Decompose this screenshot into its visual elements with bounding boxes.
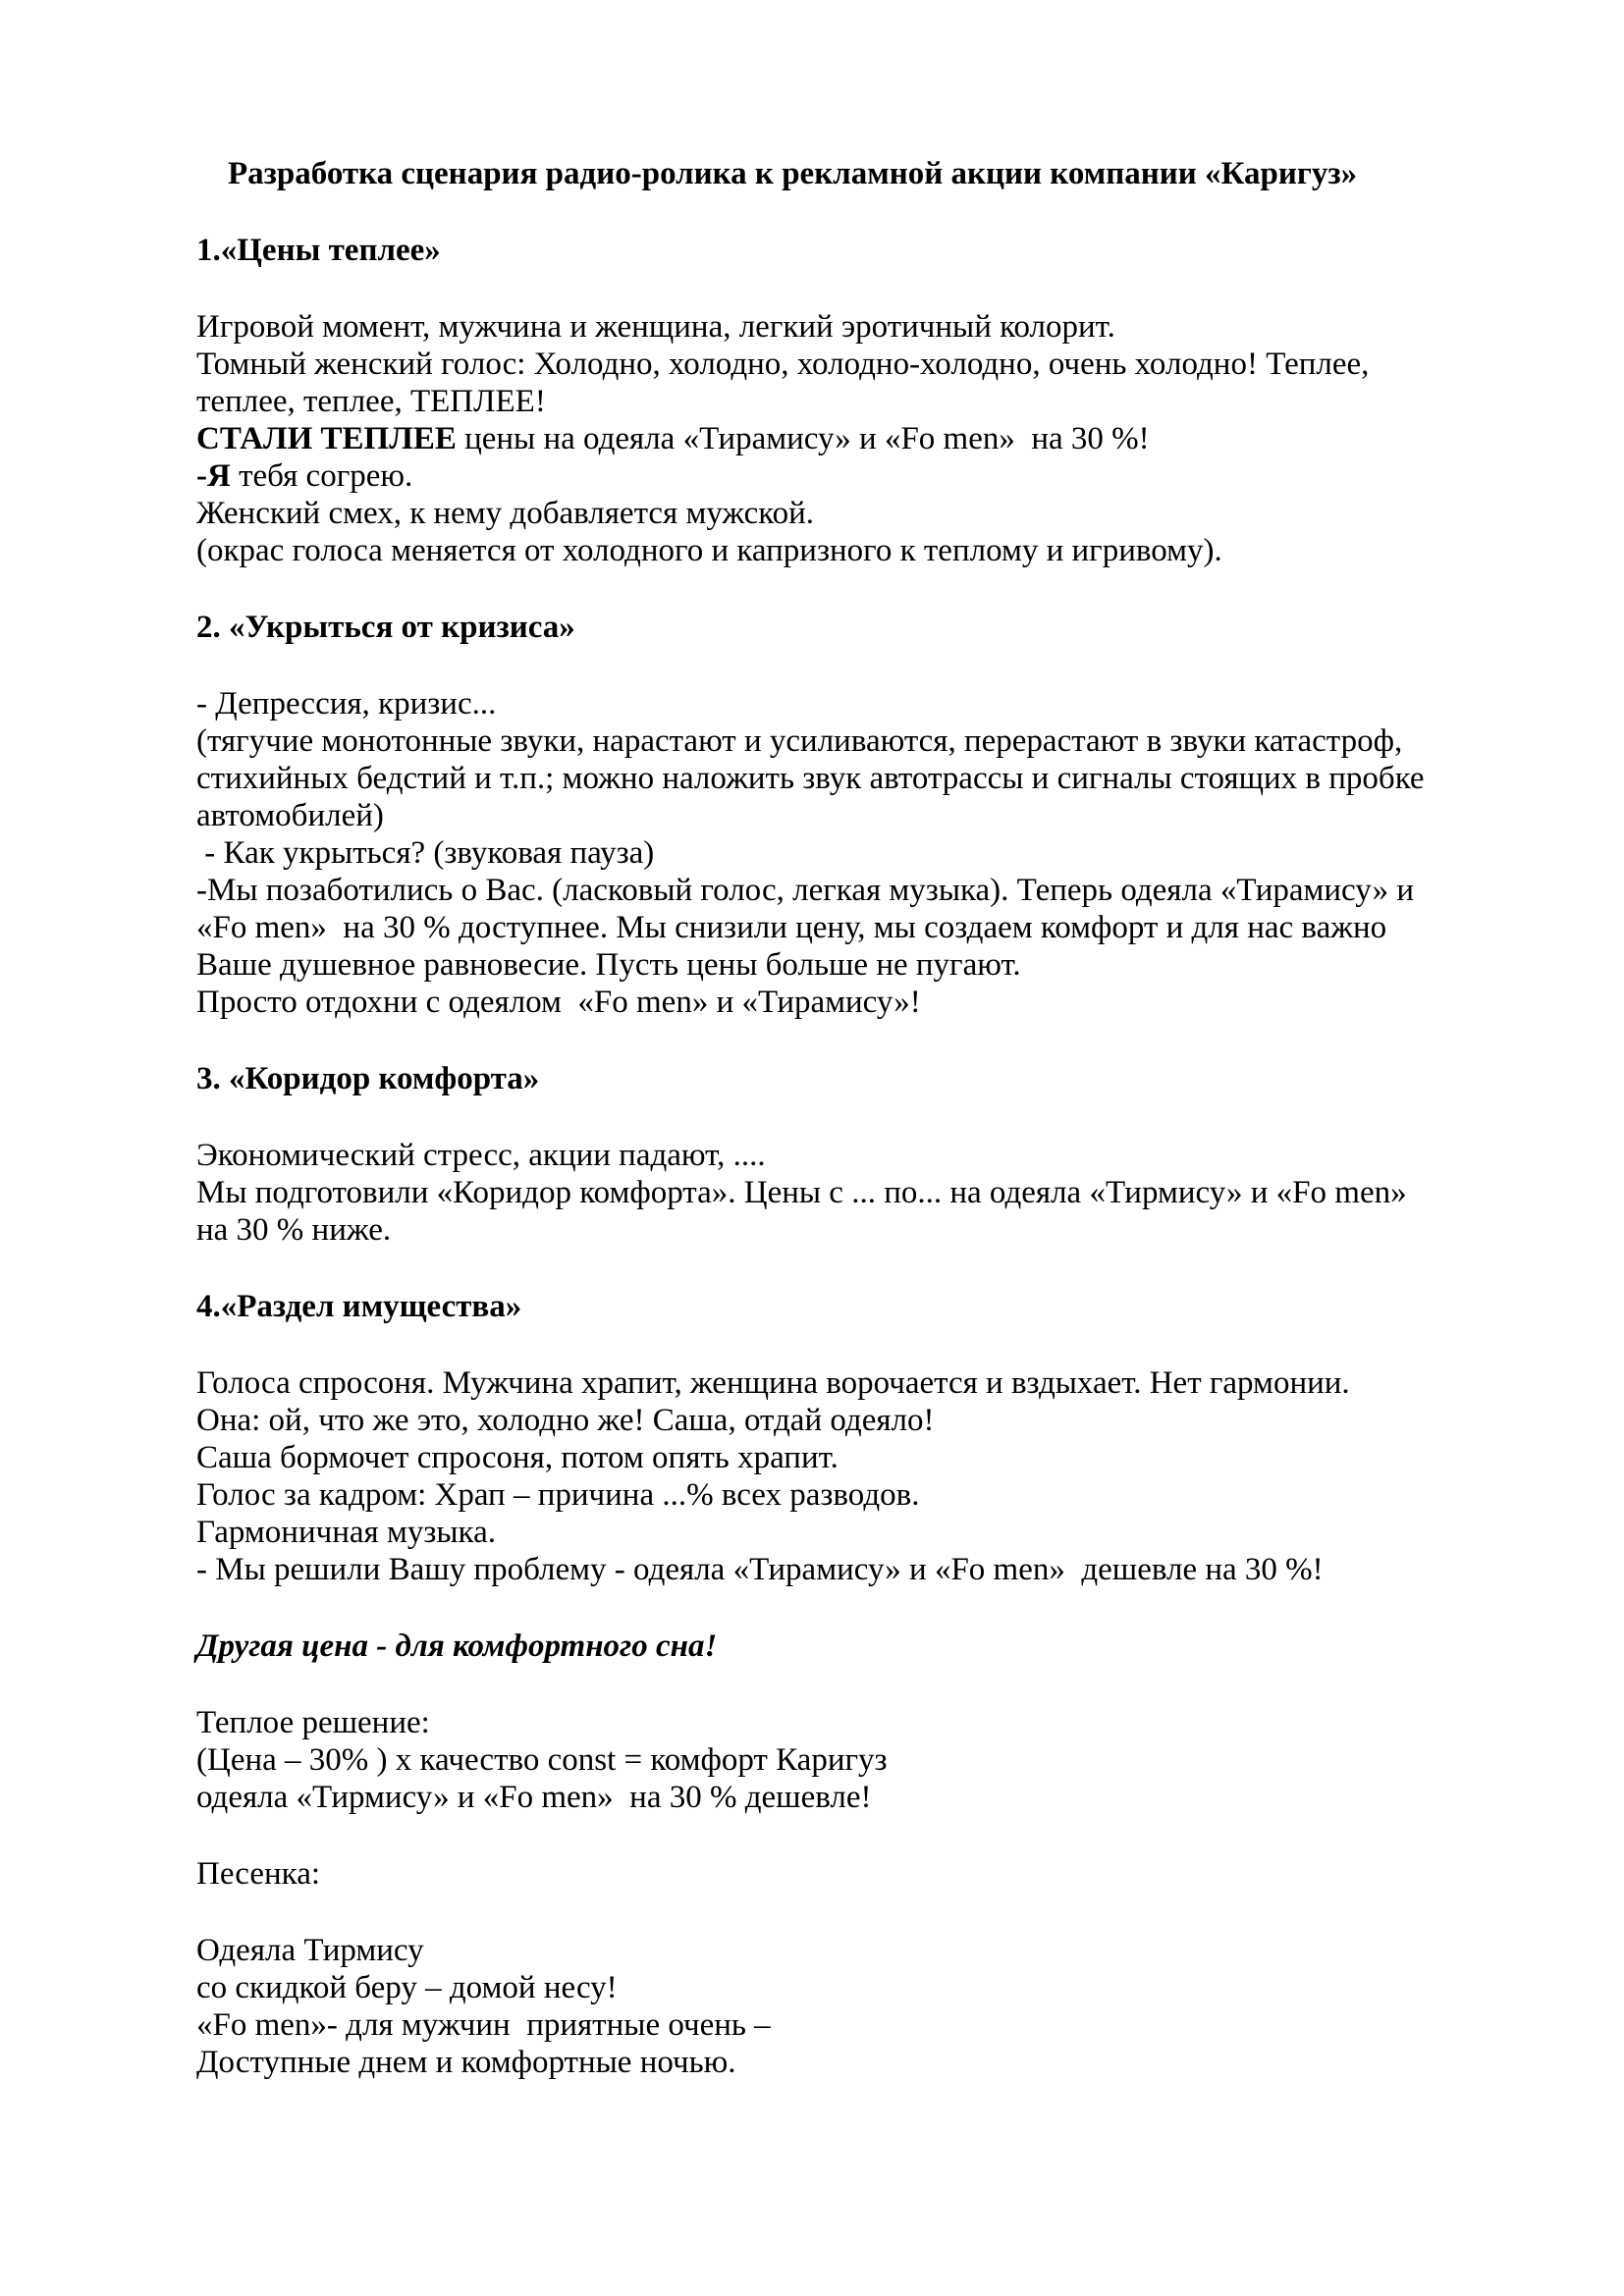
section-4 [196, 1288, 1502, 1588]
script-line: (тягучие монотонные звуки, нарастают и усиливаются, перерастают в звуки катастроф, [196, 723, 1403, 759]
script-line: Ваше душевное равновесие. Пусть цены больше не пугают. [196, 947, 1021, 983]
script-line: «Fo men» на 30 % доступнее. Мы снизили цену, мы создаем комфорт и для нас важно [196, 910, 1387, 945]
script-line: Она: ой, что же это, холодно же! Саша, отдай одеяло! [196, 1403, 935, 1438]
script-line [196, 457, 1502, 495]
section-2-heading: 2. «Укрыться от кризиса» [196, 610, 575, 645]
script-line: Теплое решение: [196, 1705, 430, 1740]
script-line: Игровой момент, мужчина и женщина, легкий эротичный колорит. [196, 309, 1115, 345]
script-line: (окрас голоса меняется от холодного и капризного к теплому и игривому). [196, 533, 1222, 568]
section-3 [196, 1060, 1502, 1249]
section-2-body [196, 685, 1502, 1021]
script-line: Мы подготовили «Коридор комфорта». Цены с ... по... на одеяла «Тирмису» и «Fo men» [196, 1175, 1407, 1210]
script-line: Экономический стресс, акции падают, .... [196, 1138, 766, 1173]
section-1-body [196, 308, 1502, 569]
song-line: Одеяла Тирмису [196, 1933, 424, 1968]
script-line: -Мы позаботились о Вас. (ласковый голос, легкая музыка). Теперь одеяла «Тирамису» и [196, 873, 1414, 908]
bold-run: СТАЛИ ТЕПЛЕЕ [196, 421, 457, 456]
song-line: Доступные днем и комфортные ночью. [196, 2045, 736, 2080]
script-line: стихийных бедстий и т.п.; можно наложить звук автотрассы и сигналы стоящих в пробке [196, 761, 1425, 796]
song-label-block [196, 1855, 1502, 1893]
script-line: Голос за кадром: Храп – причина ...% всех разводов. [196, 1477, 920, 1513]
script-line: (Цена – 30% ) х качество const = комфорт Каригуз [196, 1742, 888, 1778]
script-line: Саша бормочет спросоня, потом опять храпит. [196, 1440, 839, 1475]
song-label: Песенка: [196, 1856, 321, 1892]
script-line: Просто отдохни с одеялом «Fo men» и «Тирамису»! [196, 985, 921, 1020]
section-1 [196, 232, 1502, 569]
script-line: - Мы решили Вашу проблему - одеяла «Тирамису» и «Fo men» дешевле на 30 %! [196, 1552, 1324, 1587]
script-line: автомобилей) [196, 798, 384, 833]
document-content [196, 155, 1502, 2081]
section-1-heading: 1.«Цены теплее» [196, 233, 441, 268]
bold-run: -Я [196, 458, 231, 494]
solution-block [196, 1704, 1502, 1816]
script-line: Голоса спросоня. Мужчина храпит, женщина ворочается и вздыхает. Нет гармонии. [196, 1365, 1350, 1401]
song-line: «Fo men»- для мужчин приятные очень – [196, 2007, 771, 2043]
script-line: Гармоничная музыка. [196, 1515, 496, 1550]
script-line: одеяла «Тирмису» и «Fo men» на 30 % дешевле! [196, 1780, 872, 1815]
text-run: цены на одеяла «Тирамису» и «Fo men» на 30 %! [456, 421, 1150, 456]
script-line: Женский смех, к нему добавляется мужской. [196, 496, 815, 531]
section-3-body [196, 1137, 1502, 1249]
script-line: теплее, теплее, ТЕПЛЕЕ! [196, 384, 546, 419]
script-line: Томный женский голос: Холодно, холодно, холодно-холодно, очень холодно! Теплее, [196, 347, 1370, 382]
song-block [196, 1932, 1502, 2081]
text-run: тебя согрею. [230, 458, 413, 494]
section-2 [196, 609, 1502, 1021]
section-3-heading: 3. «Коридор комфорта» [196, 1061, 540, 1096]
song-line: со скидкой беру – домой несу! [196, 1970, 618, 2005]
section-4-heading: 4.«Раздел имущества» [196, 1289, 522, 1324]
document-title: Разработка сценария радио-ролика к рекламной акции компании «Каригуз» [228, 156, 1358, 191]
script-line: - Как укрыться? (звуковая пауза) [196, 835, 655, 871]
section-4-body [196, 1364, 1502, 1588]
script-line: - Депрессия, кризис... [196, 686, 497, 721]
slogan-line: Другая цена - для комфортного сна! [196, 1629, 718, 1664]
script-line: на 30 % ниже. [196, 1212, 392, 1248]
script-line [196, 420, 1502, 457]
